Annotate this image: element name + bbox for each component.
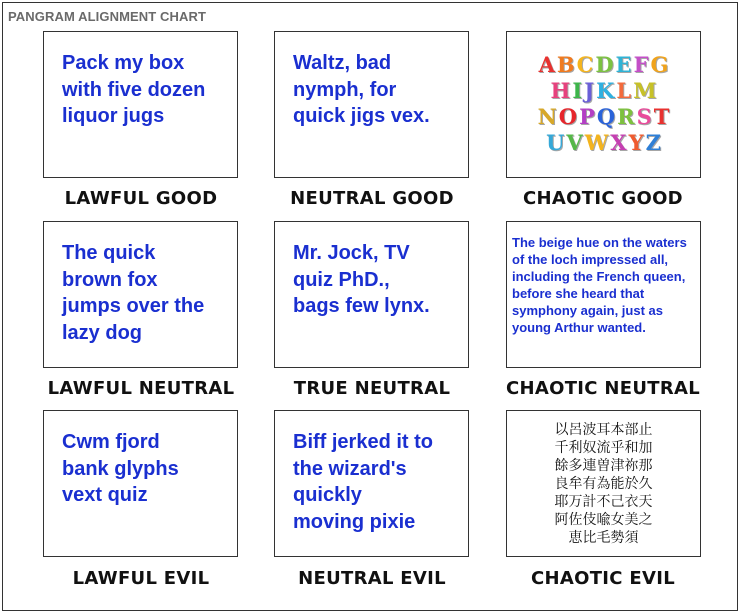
alphabet-row — [507, 130, 700, 156]
alphabet-letter: Q — [596, 104, 616, 129]
alphabet-letter: K — [596, 78, 615, 103]
cell-lawful-good — [43, 31, 238, 178]
caption-lawful-neutral: LAWFUL NEUTRAL — [47, 378, 235, 399]
cell-chaotic-neutral — [506, 221, 701, 368]
cell-neutral-evil — [274, 410, 469, 557]
alphabet-row — [507, 104, 700, 130]
alphabet-letter: G — [650, 52, 669, 77]
pangram-chaotic-neutral: The beige hue on the waters of the loch impressed all, including the French queen, before she heard that symphony again, just as young Arthur wanted. — [512, 235, 687, 335]
cell-true-neutral — [274, 221, 469, 368]
caption-neutral-good: NEUTRAL GOOD — [290, 188, 454, 209]
alphabet-letter: T — [653, 104, 670, 129]
cell-neutral-good — [274, 31, 469, 178]
alphabet-letter: O — [558, 104, 578, 129]
alphabet-letter: S — [636, 104, 652, 129]
cell-lawful-neutral — [43, 221, 238, 368]
caption-true-neutral: TRUE NEUTRAL — [293, 378, 451, 399]
alphabet-letter: D — [595, 52, 614, 77]
alphabet-letter: V — [566, 130, 583, 155]
cell-chaotic-evil — [506, 410, 701, 557]
caption-lawful-good: LAWFUL GOOD — [64, 188, 218, 209]
alphabet-letter: U — [546, 130, 565, 155]
pangram-neutral-good: Waltz, bad nymph, for quick jigs vex. — [293, 52, 430, 127]
pangram-lawful-neutral: The quick brown fox jumps over the lazy dog — [62, 242, 205, 344]
alphabet-blocks-image — [507, 52, 700, 156]
alphabet-letter: J — [584, 78, 595, 103]
alphabet-letter: Y — [628, 130, 644, 155]
caption-chaotic-good: CHAOTIC GOOD — [523, 188, 683, 209]
alphabet-letter: R — [617, 104, 635, 129]
pangram-chaotic-evil: 以呂波耳本部止 千利奴流乎和加 餘多連曽津祢那 良牟有為能於久 耶万計不己衣天 阿佐伎喩女美之 恵比毛勢須 — [554, 422, 653, 546]
alphabet-letter: B — [556, 52, 575, 77]
alphabet-letter: W — [584, 130, 609, 155]
alphabet-letter: A — [538, 52, 555, 77]
cell-chaotic-good — [506, 31, 701, 178]
alphabet-letter: L — [616, 78, 632, 103]
caption-chaotic-neutral: CHAOTIC NEUTRAL — [506, 378, 700, 399]
alphabet-row — [507, 78, 700, 104]
alphabet-letter: C — [576, 52, 594, 77]
alphabet-letter: I — [572, 78, 583, 103]
pangram-neutral-evil: Biff jerked it to the wizard's quickly moving pixie — [293, 431, 434, 533]
alphabet-letter: Z — [645, 130, 661, 155]
alphabet-letter: N — [537, 104, 557, 129]
alphabet-letter: M — [633, 78, 657, 103]
pangram-lawful-evil: Cwm fjord bank glyphs vext quiz — [62, 431, 179, 506]
pangram-lawful-good: Pack my box with five dozen liquor jugs — [62, 52, 206, 127]
alphabet-letter: P — [579, 104, 595, 129]
pangram-true-neutral: Mr. Jock, TV quiz PhD., bags few lynx. — [293, 242, 430, 317]
caption-neutral-evil: NEUTRAL EVIL — [298, 568, 446, 589]
alphabet-letter: H — [550, 78, 571, 103]
cell-lawful-evil — [43, 410, 238, 557]
alphabet-letter: E — [615, 52, 632, 77]
caption-chaotic-evil: CHAOTIC EVIL — [531, 568, 675, 589]
caption-lawful-evil: LAWFUL EVIL — [72, 568, 210, 589]
alphabet-row — [507, 52, 700, 78]
alphabet-letter: X — [610, 130, 627, 155]
alphabet-letter: F — [633, 52, 649, 77]
chart-title: PANGRAM ALIGNMENT CHART — [8, 9, 207, 24]
